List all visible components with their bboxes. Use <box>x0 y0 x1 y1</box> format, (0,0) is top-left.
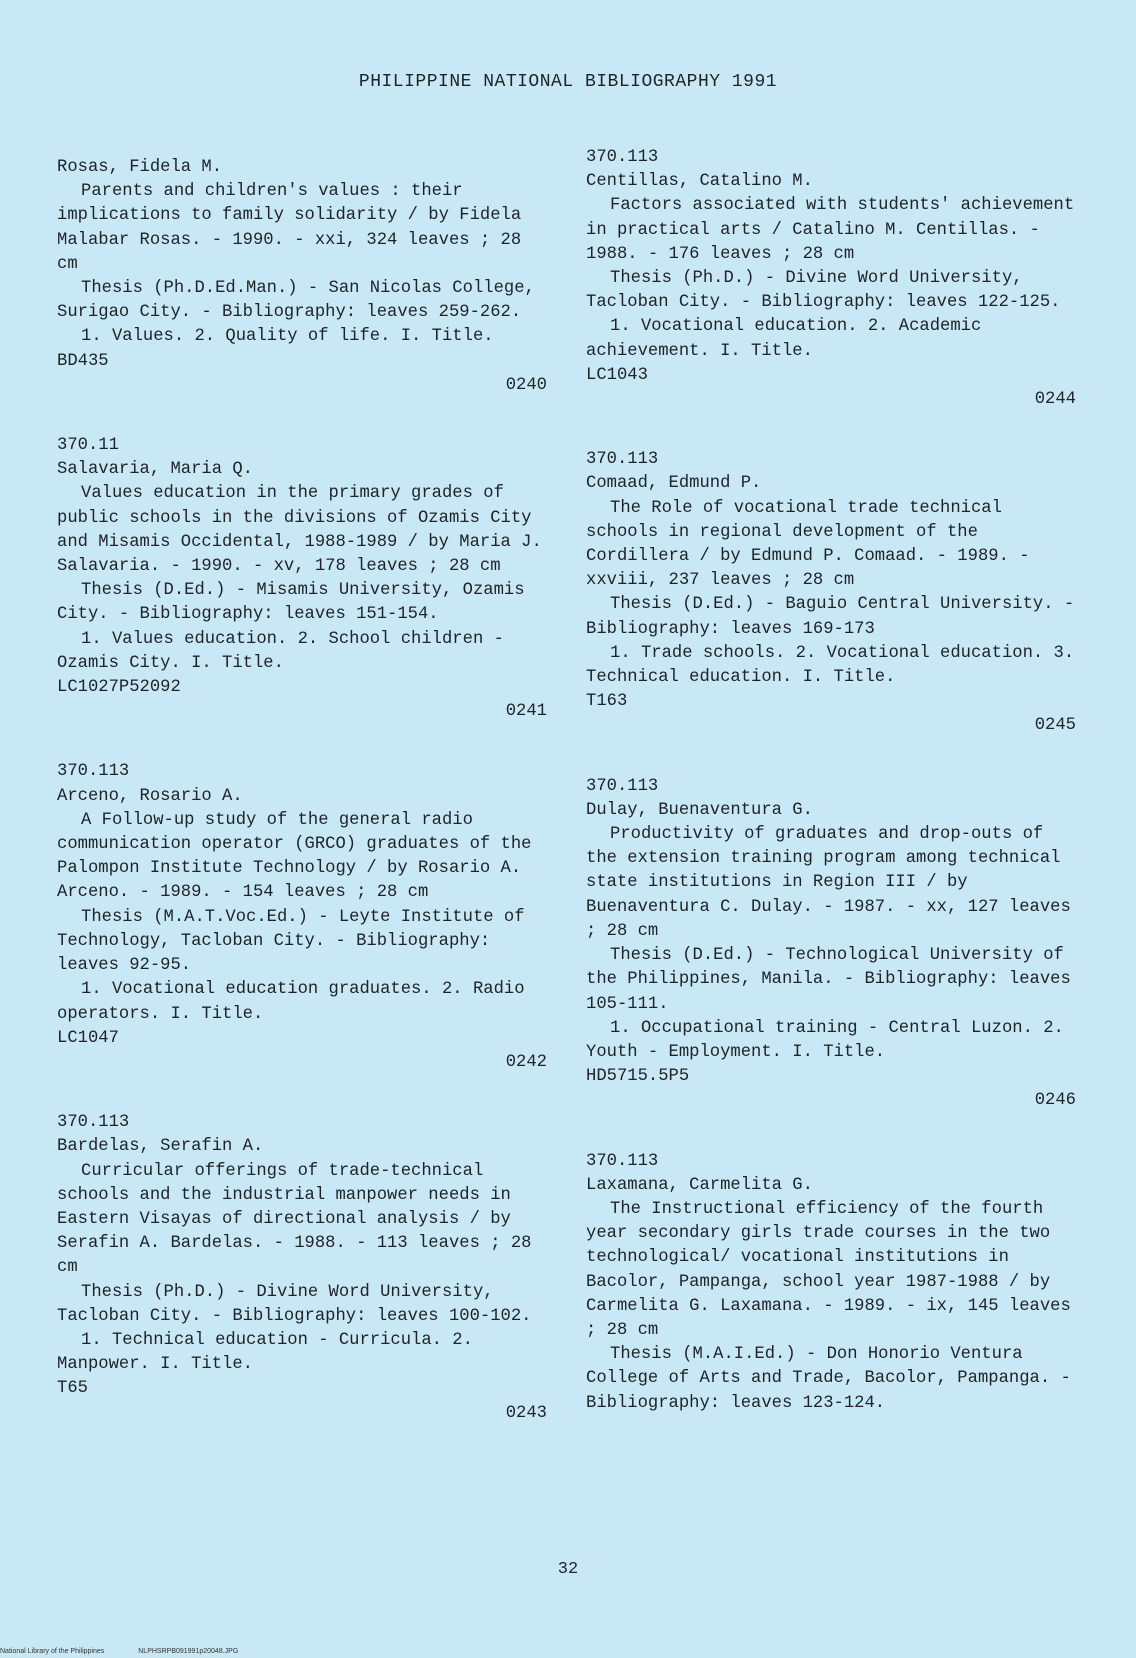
entry-number: 0246 <box>1034 1091 1076 1111</box>
bibliography-entry <box>57 434 547 724</box>
page-number: 32 <box>557 1560 579 1579</box>
entry-note: Thesis (D.Ed.) - Misamis University, Ozamis City. - Bibliography: leaves 151-154. <box>57 581 525 625</box>
footer-library: National Library of the Philippines <box>0 1648 105 1655</box>
entry-class-number: 370.113 <box>586 148 659 167</box>
entry-call-number: T163 <box>586 692 628 712</box>
entry-title: Curricular offerings of trade-technical schools and the industrial manpower needs in Eastern Visayas of directional analysis / by Serafin A. Bardelas. - 1988. - 113 leaves ; 28 cm <box>57 1161 532 1278</box>
entry-author: Bardelas, Serafin A. <box>57 1137 264 1157</box>
entry-note: Thesis (Ph.D.) - Divine Word University, Tacloban City. - Bibliography: leaves 100-102. <box>57 1282 532 1326</box>
footer-file: NLPHSRPB091991p20048.JPG <box>138 1648 239 1655</box>
entry-number: 0244 <box>1034 390 1076 410</box>
entry-call-number: T65 <box>57 1379 88 1399</box>
entry-title: Productivity of graduates and drop-outs of the extension training program among technical state institutions in Region III / by Buenaventura C. Dulay. - 1987. - xx, 127 leaves ; 28 cm <box>586 825 1071 941</box>
entry-note: Thesis (M.A.T.Voc.Ed.) - Leyte Institute of Technology, Tacloban City. - Bibliography: leaves 92-95. <box>57 907 525 976</box>
entry-subjects: 1. Vocational education. 2. Academic achievement. I. Title. <box>586 317 982 361</box>
entry-number: 0240 <box>505 375 547 395</box>
left-column <box>57 156 547 1462</box>
entry-note: Thesis (D.Ed.) - Baguio Central University. - Bibliography: leaves 169-173 <box>586 595 1075 639</box>
entry-call-number: HD5715.5P5 <box>586 1067 690 1087</box>
entry-title: Parents and children's values : their implications to family solidarity / by Fidela Malabar Rosas. - 1990. - xxi, 324 leaves ; 28 cm <box>57 182 522 274</box>
entry-title: A Follow-up study of the general radio communication operator (GRCO) graduates of the Palompon Institute Technology / by Rosario A. Arceno. - 1989. - 154 leaves ; 28 cm <box>57 810 532 903</box>
entry-author: Arceno, Rosario A. <box>57 786 243 806</box>
entry-class-number: 370.113 <box>586 776 659 796</box>
entry-call-number: LC1047 <box>57 1028 119 1048</box>
entry-note: Thesis (M.A.I.Ed.) - Don Honorio Ventura College of Arts and Trade, Bacolor, Pampanga. - Bibliography: leaves 123-124. <box>586 1345 1071 1413</box>
bibliography-entry <box>586 1150 1076 1416</box>
entry-author: Dulay, Buenaventura G. <box>586 800 813 820</box>
scan-footer <box>0 1648 270 1655</box>
bibliography-entry <box>57 156 547 398</box>
entry-call-number: LC1027P52092 <box>57 678 181 698</box>
entry-class-number: 370.113 <box>57 762 130 782</box>
entry-call-number: BD435 <box>57 351 109 371</box>
entry-note: Thesis (D.Ed.) - Technological University of the Philippines, Manila. - Bibliography: leaves 105-111. <box>586 946 1071 1014</box>
entry-number: 0243 <box>505 1403 547 1423</box>
entry-title: The Role of vocational trade technical schools in regional development of the Cordillera / by Edmund P. Comaad. - 1989. - xxviii, 237 leaves ; 28 cm <box>586 498 1030 591</box>
right-column <box>586 146 1076 1452</box>
page-header: PHILIPPINE NATIONAL BIBLIOGRAPHY 1991 <box>358 72 778 92</box>
bibliography-entry <box>57 760 547 1075</box>
entry-subjects: 1. Values education. 2. School children - Ozamis City. I. Title. <box>57 629 504 673</box>
entry-author: Comaad, Edmund P. <box>586 474 762 494</box>
entry-class-number: 370.113 <box>586 1151 659 1171</box>
entry-author: Rosas, Fidela M. <box>57 158 223 177</box>
entry-number: 0241 <box>505 702 547 722</box>
bibliography-entry <box>586 146 1076 412</box>
entry-subjects: 1. Technical education - Curricula. 2. Manpower. I. Title. <box>57 1330 473 1375</box>
entry-class-number: 370.113 <box>57 1113 130 1133</box>
bibliography-entry <box>586 775 1076 1114</box>
entry-title: The Instructional efficiency of the fourth year secondary girls trade courses in the two technological/ vocational institutions in Bacolor, Pampanga, school year 1987-1988 / by Carmelita G. Laxamana. - 1989. - ix, 145 leaves ; 28 cm <box>586 1199 1071 1340</box>
entry-class-number: 370.113 <box>586 450 659 470</box>
entry-call-number: LC1043 <box>586 365 648 385</box>
entry-subjects: 1. Trade schools. 2. Vocational education. 3. Technical education. I. Title. <box>586 643 1075 688</box>
entry-note: Thesis (Ph.D.) - Divine Word University, Tacloban City. - Bibliography: leaves 122-125. <box>586 269 1061 313</box>
entry-number: 0245 <box>1034 716 1076 736</box>
entry-author: Centillas, Catalino M. <box>586 172 813 192</box>
entry-subjects: 1. Values. 2. Quality of life. I. Title. <box>81 327 494 347</box>
entry-title: Factors associated with students' achievement in practical arts / Catalino M. Centillas. - 1988. - 176 leaves ; 28 cm <box>586 196 1075 264</box>
entry-class-number: 370.11 <box>57 436 119 456</box>
entry-subjects: 1. Occupational training - Central Luzon. 2. Youth - Employment. I. Title. <box>586 1018 1064 1062</box>
entry-subjects: 1. Vocational education graduates. 2. Radio operators. I. Title. <box>57 980 525 1024</box>
entry-note: Thesis (Ph.D.Ed.Man.) - San Nicolas College, Surigao City. - Bibliography: leaves 259-262. <box>57 279 535 323</box>
bibliography-entry <box>586 448 1076 738</box>
bibliography-entry <box>57 1111 547 1426</box>
entry-number: 0242 <box>505 1052 547 1072</box>
entry-author: Laxamana, Carmelita G. <box>586 1175 813 1195</box>
entry-author: Salavaria, Maria Q. <box>57 460 253 480</box>
entry-title: Values education in the primary grades of public schools in the divisions of Ozamis City and Misamis Occidental, 1988-1989 / by Maria J. Salavaria. - 1990. - xv, 178 leaves ; 28 cm <box>57 484 542 577</box>
